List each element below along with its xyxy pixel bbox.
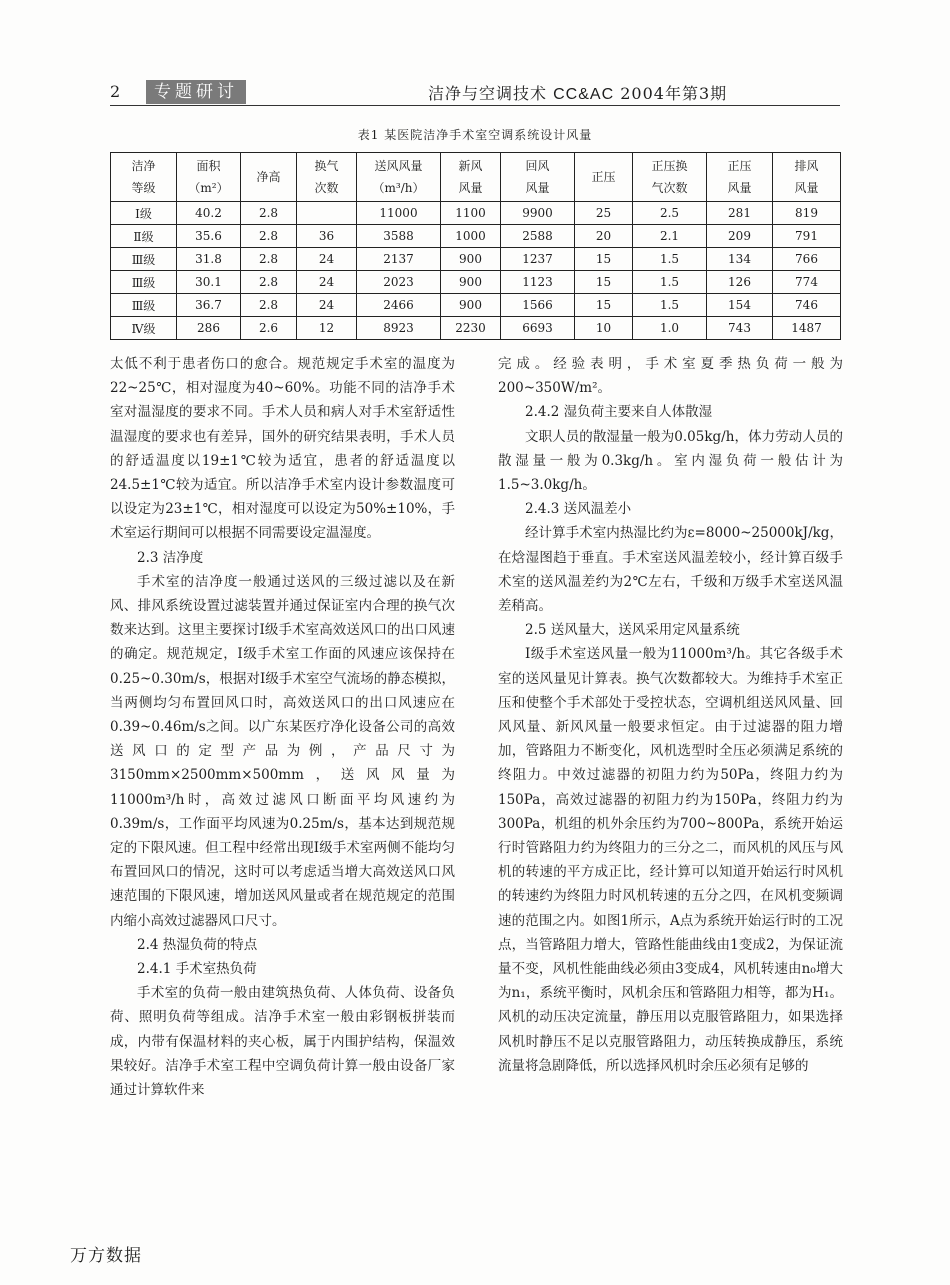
- table-caption: 表1 某医院洁净手术室空调系统设计风量: [357, 128, 593, 142]
- table-cell: 2.6: [241, 317, 297, 340]
- table-cell: Ⅱ级: [111, 225, 177, 248]
- table-cell: 2.8: [241, 248, 297, 271]
- table-cell: 24: [297, 271, 357, 294]
- table-cell: 1566: [501, 294, 575, 317]
- section-heading: 2.4 热湿负荷的特点: [137, 936, 258, 953]
- table-cell: 2230: [441, 317, 501, 340]
- table-cell: 900: [441, 294, 501, 317]
- paragraph: Ⅰ级手术室送风量一般为11000m³/h。其它各级手术室的送风量见计算表。换气次数都较大。为维持手术室正压和使整个手术部处于受控状态，空调机组送风风量、回风风量、新风风量一般要求恒定。由于过滤器的阻力增加，管路阻力不断变化，风机选型时全压必须满足系统的终阻力。中效过滤器的初阻力约为50Pa，终阻力约为150Pa，高效过滤器的初阻力约为150Pa，终阻力约为300Pa，机组的机外余压约为700~800Pa，系统开始运行时管路阻力约为终阻力的三分之二，而风机的风压与风机的转速的平方成正比，经计算可以知道开始运行时风机的转速约为终阻力时风机转速的五分之四，在风机变频调速的范围之内。如图1所示，A点为系统开始运行时的工况点，当管路阻力增大，管路性能曲线由1变成2，为保证流量不变，风机性能曲线必须由3变成4，风机转速由n₀增大为n₁，系统平衡时，风机余压和管路阻力相等，都为H₁。风机的动压决定流量，静压用以克服管路阻力，如果选择风机时静压不足以克服管路阻力，动压转换成静压，系统流量将急剧降低，所以选择风机时余压必须有足够的: [498, 646, 843, 1074]
- page-number: 2: [110, 82, 121, 101]
- table-cell: 1100: [441, 202, 501, 225]
- design-airflow-table: [110, 152, 841, 340]
- source-watermark: 万方数据: [70, 1246, 142, 1266]
- table-body: [111, 202, 841, 340]
- section-heading: 2.4.2 湿负荷主要来自人体散湿: [525, 404, 713, 421]
- table-cell: 2588: [501, 225, 575, 248]
- table-header-text: 回风: [525, 159, 550, 173]
- table-header-cell: [773, 153, 841, 202]
- table-cell: 2.8: [241, 225, 297, 248]
- table-cell: 1487: [773, 317, 841, 340]
- header-rule: [110, 105, 840, 106]
- section-heading: 2.4.1 手术室热负荷: [137, 961, 257, 978]
- table-cell: 31.8: [177, 248, 241, 271]
- table-header-text: 风量: [525, 181, 550, 195]
- table-cell: 11000: [357, 202, 441, 225]
- paragraph: 经计算手术室内热湿比约为ε=8000~25000kJ/kg，在焓湿图趋于垂直。手术室送风温差较小，经计算百级手术室的送风温差约为2℃左右，千级和万级手术室送风温差稍高。: [498, 525, 843, 615]
- table-cell: 766: [773, 248, 841, 271]
- table-cell: 819: [773, 202, 841, 225]
- table-cell: 1.5: [633, 271, 707, 294]
- page-header: [110, 78, 840, 106]
- table-cell: 25: [575, 202, 633, 225]
- table-header-text: （m³/h）: [372, 181, 425, 195]
- table-header-text: 排风: [794, 159, 819, 173]
- table-cell: 12: [297, 317, 357, 340]
- section-heading: 2.4.3 送风温差小: [525, 501, 632, 518]
- table-header-cell: [357, 153, 441, 202]
- body-column-right: [498, 352, 843, 1078]
- table-cell: 286: [177, 317, 241, 340]
- paragraph: 手术室的负荷一般由建筑热负荷、人体负荷、设备负荷、照明负荷等组成。洁净手术室一般由彩钢板拼装而成，内带有保温材料的夹心板，属于内围护结构，保温效果较好。洁净手术室工程中空调负荷计算一般由设备厂家通过计算软件来: [110, 985, 455, 1099]
- table-header-cell: [177, 153, 241, 202]
- table-cell: 36: [297, 225, 357, 248]
- table-header-row: [111, 153, 841, 202]
- table-cell: [297, 202, 357, 225]
- table-cell: 2137: [357, 248, 441, 271]
- table-cell: 15: [575, 294, 633, 317]
- table-cell: 15: [575, 271, 633, 294]
- table-cell: 2.1: [633, 225, 707, 248]
- table-header-text: 正压: [727, 159, 752, 173]
- table-row: [111, 294, 841, 317]
- journal-title: [428, 81, 727, 104]
- section-heading: 2.5 送风量大，送风采用定风量系统: [525, 622, 740, 639]
- table-cell: 743: [707, 317, 773, 340]
- section-label: 专题研讨: [146, 80, 246, 104]
- table-cell: 134: [707, 248, 773, 271]
- table-header-text: 送风风量: [374, 159, 423, 173]
- table-cell: 1.5: [633, 294, 707, 317]
- table-cell: 791: [773, 225, 841, 248]
- table-header-cell: [501, 153, 575, 202]
- table-cell: 30.1: [177, 271, 241, 294]
- table-header-cell: [633, 153, 707, 202]
- table-row: [111, 317, 841, 340]
- table-header-text: 风量: [727, 181, 752, 195]
- journal-issue: 2004年第3期: [620, 84, 728, 103]
- table-cell: 774: [773, 271, 841, 294]
- table-cell: 1237: [501, 248, 575, 271]
- table-header-text: 换气: [314, 159, 339, 173]
- table-row: [111, 202, 841, 225]
- table-cell: 209: [707, 225, 773, 248]
- table-row: [111, 248, 841, 271]
- table-header-cell: [441, 153, 501, 202]
- table-row: [111, 271, 841, 294]
- table-cell: 1.5: [633, 248, 707, 271]
- table-cell: Ⅳ级: [111, 317, 177, 340]
- table-header-text: 面积: [196, 159, 221, 173]
- table-header-cell: [297, 153, 357, 202]
- table-header-text: 等级: [131, 181, 156, 195]
- paragraph: 完成。经验表明，手术室夏季热负荷一般为200~350W/m²。: [498, 356, 843, 397]
- table-cell: 2466: [357, 294, 441, 317]
- table-cell: Ⅰ级: [111, 202, 177, 225]
- table-header-cell: [241, 153, 297, 202]
- table-cell: 2023: [357, 271, 441, 294]
- table-cell: 154: [707, 294, 773, 317]
- journal-name-cn: 洁净与空调技术: [428, 84, 548, 103]
- table-cell: 2.8: [241, 202, 297, 225]
- table-header-text: 净高: [256, 170, 281, 184]
- table-header-cell: [111, 153, 177, 202]
- table-cell: 40.2: [177, 202, 241, 225]
- table-cell: 24: [297, 248, 357, 271]
- body-column-left: [110, 352, 455, 1102]
- section-heading: 2.3 洁净度: [137, 549, 204, 566]
- table-cell: 126: [707, 271, 773, 294]
- table-cell: 9900: [501, 202, 575, 225]
- table-header-text: （m²）: [188, 181, 229, 195]
- table-cell: 20: [575, 225, 633, 248]
- table-cell: 15: [575, 248, 633, 271]
- paragraph: 太低不利于患者伤口的愈合。规范规定手术室的温度为22~25℃，相对湿度为40~60%。功能不同的洁净手术室对温湿度的要求不同。手术人员和病人对手术室舒适性温湿度的要求也有差异，国外的研究结果表明，手术人员的舒适温度以19±1℃较为适宜，患者的舒适温度以24.5±1℃较为适宜。所以洁净手术室内设计参数温度可以设定为23±1℃，相对湿度可以设定为50%±10%，手术室运行期间可以根据不同需要设定温湿度。: [110, 356, 455, 542]
- table-cell: Ⅲ级: [111, 271, 177, 294]
- paragraph: 文职人员的散湿量一般为0.05kg/h，体力劳动人员的散湿量一般为0.3kg/h。室内湿负荷一般估计为1.5~3.0kg/h。: [498, 428, 843, 494]
- table-header-text: 气次数: [651, 181, 688, 195]
- table-header-text: 次数: [314, 181, 339, 195]
- table-cell: Ⅲ级: [111, 248, 177, 271]
- table-cell: 900: [441, 271, 501, 294]
- table-cell: 24: [297, 294, 357, 317]
- table-cell: 2.8: [241, 271, 297, 294]
- table-header-cell: [575, 153, 633, 202]
- table-header-cell: [707, 153, 773, 202]
- table-cell: 10: [575, 317, 633, 340]
- table-cell: 1.0: [633, 317, 707, 340]
- table-header-text: 风量: [794, 181, 819, 195]
- table-cell: 1123: [501, 271, 575, 294]
- table-header-text: 风量: [458, 181, 483, 195]
- table-row: [111, 225, 841, 248]
- table-header-text: 正压: [591, 170, 616, 184]
- table-cell: Ⅲ级: [111, 294, 177, 317]
- journal-name-en: CC&AC: [553, 86, 615, 103]
- paragraph: 手术室的洁净度一般通过送风的三级过滤以及在新风、排风系统设置过滤装置并通过保证室内合理的换气次数来达到。这里主要探讨Ⅰ级手术室高效送风口的出口风速的确定。规范规定，Ⅰ级手术室工作面的风速应该保持在0.25~0.30m/s，根据对Ⅰ级手术室空气流场的静态模拟，当两侧均匀布置回风口时，高效送风口的出口风速应在0.39~0.46m/s之间。以广东某医疗净化设备公司的高效送风口的定型产品为例，产品尺寸为3150mm×2500mm×500mm，送风风量为11000m³/h时，高效过滤风口断面平均风速约为0.39m/s，工作面平均风速为0.25m/s，基本达到规范规定的下限风速。但工程中经常出现Ⅰ级手术室两侧不能均匀布置回风口的情况，这时可以考虑适当增大高效送风口风速范围的下限风速，增加送风风量或者在规范规定的范围内缩小高效过滤器风口尺寸。: [110, 573, 455, 929]
- table-cell: 35.6: [177, 225, 241, 248]
- table-cell: 2.8: [241, 294, 297, 317]
- table-cell: 281: [707, 202, 773, 225]
- table-cell: 36.7: [177, 294, 241, 317]
- table-header-text: 正压换: [651, 159, 688, 173]
- table-cell: 746: [773, 294, 841, 317]
- table-cell: 3588: [357, 225, 441, 248]
- table-header-text: 新风: [458, 159, 483, 173]
- table-cell: 900: [441, 248, 501, 271]
- table-header-text: 洁净: [131, 159, 156, 173]
- table-cell: 6693: [501, 317, 575, 340]
- table-cell: 8923: [357, 317, 441, 340]
- table-cell: 2.5: [633, 202, 707, 225]
- table-cell: 1000: [441, 225, 501, 248]
